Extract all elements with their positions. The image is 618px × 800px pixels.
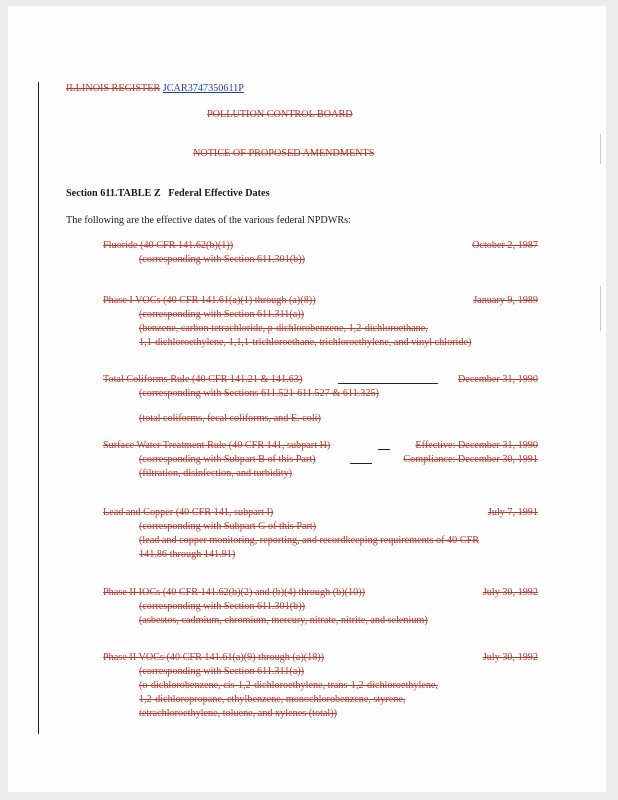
notice-heading: NOTICE OF PROPOSED AMENDMENTS: [193, 148, 375, 159]
scan-edge-mark: [600, 286, 601, 331]
entry-swtr-compliance-date: Compliance: December 30, 1991: [403, 454, 538, 465]
entry-swtr-name: Surface Water Treatment Rule (40 CFR 141, subpart H): [103, 440, 331, 451]
document-page: [8, 6, 606, 792]
revision-margin-mark: [38, 82, 44, 213]
entry-swtr-effective-date: Effective: December 31, 1990: [415, 440, 538, 451]
register-heading: [66, 82, 244, 95]
entry-phase2ioc-line: (asbestos, cadmium, chromium, mercury, nitrate, nitrite, and selenium): [139, 615, 428, 626]
register-inserted-text: JCAR3747350611P: [162, 83, 244, 94]
entry-coliform-line: (total coliforms, fecal coliforms, and E. coli): [139, 413, 321, 424]
register-struck-text: ILLINOIS REGISTER: [66, 83, 161, 94]
entry-swtr-line: (corresponding with Subpart B of this Part): [139, 454, 316, 465]
entry-phase1-date: January 9, 1989: [473, 295, 538, 306]
entry-phase2voc-line: tetrachloroethylene, toluene, and xylenes (total)): [139, 708, 338, 719]
entry-lead-name: Lead and Copper (40 CFR 141, subpart I): [103, 507, 274, 518]
fill-rule: [338, 383, 438, 384]
entry-fluoride-name: Fluoride (40 CFR 141.62(b)(1)): [103, 240, 234, 251]
entry-phase1-line: 1,1-dichloroethylene, 1,1,1-trichloroethane, trichloroethylene, and vinyl chloride): [139, 337, 472, 348]
entry-lead-line: 141.86 through 141.91): [139, 549, 236, 560]
entry-phase2voc-name: Phase II VOCs (40 CFR 141.61(a)(9) through (a)(18)): [103, 652, 325, 663]
entry-lead-line: (corresponding with Subpart G of this Part): [139, 521, 317, 532]
entry-lead-date: July 7, 1991: [487, 507, 538, 518]
entry-swtr-line: (filtration, disinfection, and turbidity): [139, 468, 293, 479]
entry-phase2voc-line: 1,2-dichloropropane, ethylbenzene, monochlorobenzene, styrene,: [139, 694, 406, 705]
fill-rule: [378, 449, 390, 450]
entry-phase2ioc-name: Phase II IOCs (40 CFR 141.62(b)(2) and (b)(4) through (b)(10)): [103, 587, 365, 598]
entry-phase2voc-line: (o-dichlorobenzene, cis-1,2-dichloroethylene, trans-1,2-dichloroethylene,: [139, 680, 439, 691]
entry-phase2ioc-line: (corresponding with Section 611.301(b)): [139, 601, 305, 612]
entry-fluoride-line: (corresponding with Section 611.301(b)): [139, 254, 305, 265]
section-intro: The following are the effective dates of the various federal NPDWRs:: [66, 215, 351, 226]
fill-rule: [350, 463, 372, 464]
entry-coliform-date: December 31, 1990: [457, 374, 538, 385]
entry-phase1-name: Phase I VOCs (40 CFR 141.61(a)(1) through (a)(8)): [103, 295, 316, 306]
entry-coliform-line: (corresponding with Sections 611.521-611.527 & 611.325): [139, 388, 379, 399]
entry-phase2ioc-date: July 30, 1992: [482, 587, 538, 598]
entry-lead-line: (lead and copper monitoring, reporting, and recordkeeping requirements of 40 CFR: [139, 535, 480, 546]
entry-phase2voc-line: (corresponding with Section 611.311(a)): [139, 666, 305, 677]
entry-fluoride-date: October 2, 1987: [472, 240, 538, 251]
entry-coliform-name: Total Coliforms Rule (40 CFR 141.21 & 141.63): [103, 374, 303, 385]
entry-phase2voc-date: July 30, 1992: [482, 652, 538, 663]
scan-edge-mark: [600, 134, 601, 164]
section-title: Section 611.TABLE Z Federal Effective Dates: [66, 188, 270, 199]
board-heading: POLLUTION CONTROL BOARD: [207, 109, 353, 120]
entry-phase1-line: (corresponding with Section 611.311(a)): [139, 309, 305, 320]
entry-phase1-line: (benzene, carbon tetrachloride, p-dichlorobenzene, 1,2-dichloroethane,: [139, 323, 428, 334]
